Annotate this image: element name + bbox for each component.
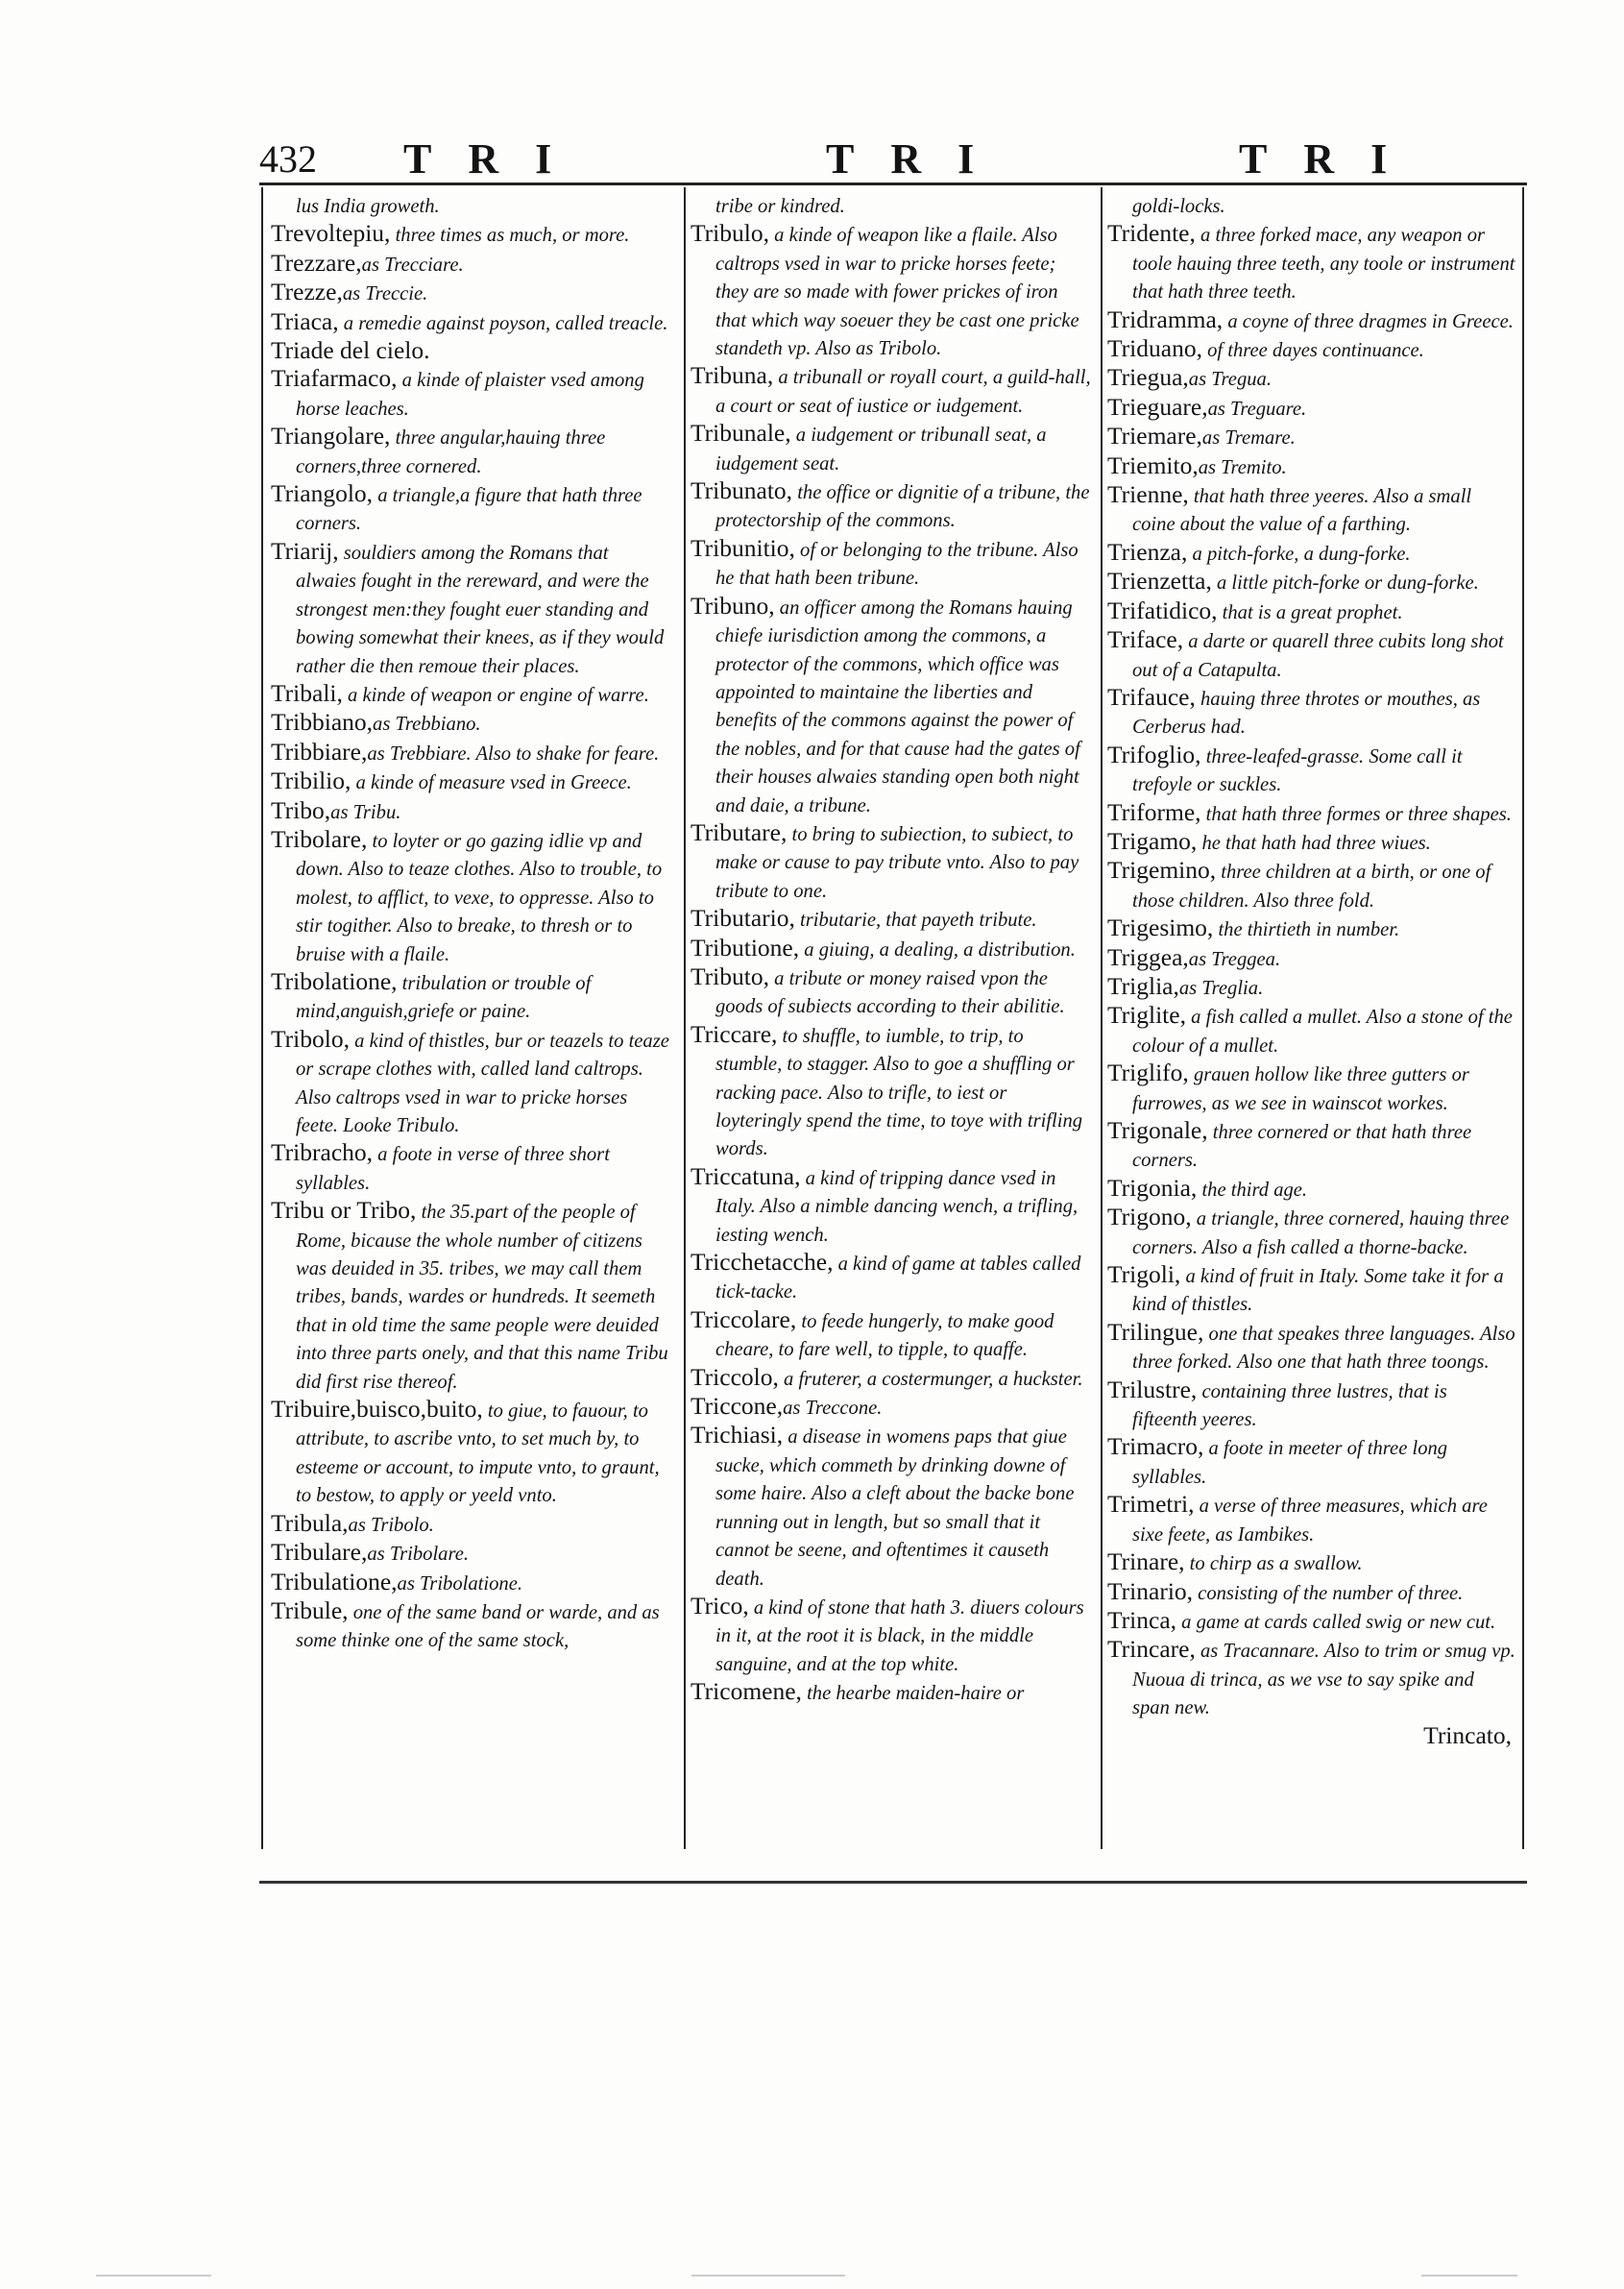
- dictionary-entry: [1107, 1117, 1515, 1175]
- entry-term: Tribolare,: [271, 824, 368, 853]
- dictionary-entry: [691, 420, 1092, 477]
- dictionary-entry: [1107, 914, 1515, 943]
- entry-definition: a fruterer, a costermunger, a huckster.: [778, 1368, 1083, 1390]
- entry-definition: as Treglia.: [1178, 977, 1264, 999]
- dictionary-entry: [1107, 973, 1515, 1002]
- entry-term: Trilingue,: [1107, 1317, 1204, 1346]
- entry-term: Triccolare,: [691, 1304, 797, 1333]
- dictionary-entry: [1107, 742, 1515, 799]
- dictionary-entry: [691, 1249, 1092, 1306]
- entry-term: Trienza,: [1107, 537, 1188, 566]
- entry-term: Triade del cielo.: [271, 336, 430, 365]
- dictionary-entry: [1107, 1319, 1515, 1376]
- dictionary-entry: [1107, 539, 1515, 568]
- entry-definition: as Trecciare.: [361, 254, 464, 276]
- entry-term: Tricomene,: [691, 1677, 802, 1706]
- entry-definition: as Tribolo.: [348, 1514, 434, 1536]
- entry-definition: one that speakes three languages. Also three forked. Also one that hath three toongs.: [1132, 1323, 1515, 1374]
- entry-term: Triggea,: [1107, 942, 1189, 971]
- entry-term: Triarij,: [271, 536, 339, 565]
- entry-term: Tricchetacche,: [691, 1248, 834, 1277]
- entry-term: Tribunale,: [691, 419, 791, 448]
- entry-term: Trinare,: [1107, 1547, 1185, 1576]
- entry-term: Tridente,: [1107, 219, 1196, 248]
- entry-term: Trieguare,: [1107, 392, 1208, 421]
- entry-definition: a kind of stone that hath 3. diuers colours in it, at the root it is black, in the middle sanguine, and at the top white.: [715, 1596, 1084, 1675]
- footer-rule: [259, 1881, 1527, 1884]
- entry-term: Tribula,: [271, 1508, 349, 1537]
- entry-definition: as Treguare.: [1207, 398, 1307, 420]
- dictionary-entry: [691, 1393, 1092, 1422]
- entry-definition: a fish called a mullet. Also a stone of the colour of a mullet.: [1132, 1007, 1513, 1057]
- entry-term: Trienne,: [1107, 480, 1189, 509]
- entry-term: Trigonia,: [1107, 1173, 1198, 1202]
- entry-definition: a triangle,a figure that hath three corners.: [296, 485, 642, 535]
- entry-definition: three-leafed-grasse. Some call it trefoyle or suckles.: [1132, 745, 1463, 796]
- entry-definition: a game at cards called swig or new cut.: [1176, 1611, 1496, 1633]
- dictionary-entry: [691, 1593, 1092, 1678]
- dictionary-entry: [1107, 394, 1515, 423]
- dictionary-entry: [691, 477, 1092, 535]
- dictionary-entry: [271, 250, 672, 279]
- entry-term: Trigoli,: [1107, 1260, 1181, 1289]
- entry-term: Tribunato,: [691, 476, 793, 505]
- entry-definition: three angular,hauing three corners,three cornered.: [296, 427, 606, 477]
- dictionary-entry: [1107, 452, 1515, 481]
- dictionary-entry: [271, 308, 672, 337]
- dictionary-entry: [1107, 192, 1515, 220]
- entry-definition: as Tracannare. Also to trim or smug vp. Nuoua di trinca, as we vse to say spike and span new.: [1132, 1641, 1515, 1719]
- headword-center: TRI: [826, 135, 1011, 183]
- entry-definition: a coyne of three dragmes in Greece.: [1223, 310, 1514, 332]
- entry-definition: the thirtieth in number.: [1213, 919, 1400, 941]
- column-rule: [1522, 187, 1524, 1849]
- column-rule: [261, 187, 263, 1849]
- dictionary-entry: [271, 767, 672, 796]
- page-number: 432: [259, 137, 317, 181]
- entry-term: Trigemino,: [1107, 856, 1217, 885]
- entry-term: Triegua,: [1107, 363, 1189, 392]
- entry-definition: a tribunall or royall court, a guild-hall, a court or seat of iustice or iudgement.: [715, 367, 1091, 417]
- dictionary-entry: [691, 1021, 1092, 1163]
- entry-definition: a pitch-forke, a dung-forke.: [1187, 543, 1411, 565]
- entry-term: Triccatuna,: [691, 1161, 801, 1190]
- dictionary-entry: [691, 935, 1092, 963]
- entry-term: Triccolo,: [691, 1362, 779, 1391]
- entry-term: Triface,: [1107, 625, 1184, 654]
- entry-term: Tributione,: [691, 933, 800, 962]
- entry-definition: as Trebbiare. Also to shake for feare.: [367, 743, 660, 765]
- entry-definition: that hath three formes or three shapes.: [1200, 803, 1512, 825]
- dictionary-entry: [691, 905, 1092, 934]
- dictionary-entry: [691, 535, 1092, 593]
- scan-artifact: [96, 2275, 211, 2277]
- entry-term: Triglia,: [1107, 971, 1179, 1000]
- dictionary-entry: [691, 963, 1092, 1021]
- headword-right: TRI: [1239, 135, 1424, 183]
- entry-term: Triglite,: [1107, 1001, 1186, 1030]
- entry-term: Triccare,: [691, 1019, 778, 1048]
- entry-definition: as Tribu.: [330, 801, 401, 823]
- dictionary-entry: [691, 362, 1092, 420]
- dictionary-entry: [271, 480, 672, 538]
- dictionary-entry: [271, 538, 672, 680]
- dictionary-entry: [271, 709, 672, 738]
- entry-definition: three children at a birth, or one of those children. Also three fold.: [1132, 862, 1491, 912]
- entry-definition: to chirp as a swallow.: [1184, 1553, 1363, 1575]
- entry-term: Trigamo,: [1107, 826, 1198, 855]
- dictionary-entry: [691, 192, 1092, 220]
- dictionary-entry: [271, 423, 672, 480]
- entry-term: Tribulatione,: [271, 1567, 398, 1595]
- entry-definition: a kinde of plaister vsed among horse leaches.: [296, 370, 644, 420]
- entry-term: Tribuno,: [691, 591, 775, 620]
- entry-definition: a disease in womens paps that giue sucke, which commeth by drinking downe of some haire. Also a cleft about the backe bone running out in length, but so small that it cannot be seene, and oftentimes it causeth death.: [715, 1426, 1075, 1590]
- dictionary-entry: [691, 593, 1092, 819]
- entry-term: Trezze,: [271, 278, 343, 306]
- entry-term: Tributario,: [691, 904, 795, 933]
- entry-term: Tribilio,: [271, 767, 351, 795]
- dictionary-entry: [271, 1026, 672, 1140]
- entry-term: Tribulare,: [271, 1538, 368, 1567]
- entry-definition: the third age.: [1197, 1179, 1308, 1201]
- entry-definition: tribulation or trouble of mind,anguish,griefe or paine.: [296, 972, 592, 1023]
- dictionary-entry: [271, 1597, 672, 1655]
- dictionary-entry: [271, 1539, 672, 1568]
- entry-definition: the office or dignitie of a tribune, the protectorship of the commons.: [715, 482, 1090, 532]
- entry-term: Triduano,: [1107, 334, 1202, 363]
- dictionary-entry: [1107, 1607, 1515, 1636]
- dictionary-entry: [271, 279, 672, 307]
- column-left: [271, 192, 672, 1883]
- entry-definition: a kinde of weapon like a flaile. Also caltrops vsed in war to pricke horses feete; they are so made with fower prickes of iron that which way soeuer they be cast one pricke standeth vp. Also as Tribolo.: [715, 225, 1079, 360]
- entry-term: Trifatidico,: [1107, 596, 1218, 624]
- entry-term: Trimacro,: [1107, 1432, 1204, 1461]
- dictionary-entry: [691, 1306, 1092, 1364]
- entry-definition: to giue, to fauour, to attribute, to ascribe vnto, to set much by, to esteeme or account, to impute vnto, to graunt, to bestow, to apply or yeeld vnto.: [296, 1400, 660, 1507]
- entry-definition: as Treccie.: [342, 283, 428, 305]
- entry-definition: goldi-locks.: [1132, 196, 1225, 217]
- entry-term: Trezzare,: [271, 248, 362, 277]
- catchword-text: Trincato,: [1423, 1720, 1512, 1749]
- dictionary-entry: [1107, 1491, 1515, 1548]
- dictionary-entry: [691, 1364, 1092, 1393]
- dictionary-entry: [1107, 1175, 1515, 1204]
- entry-definition: three times as much, or more.: [390, 225, 630, 247]
- entry-term: Tribbiare,: [271, 737, 368, 766]
- entry-definition: that is a great prophet.: [1217, 601, 1403, 623]
- entry-definition: a kind of thistles, bur or teazels to teaze or scrape clothes with, called land caltrops. Also caltrops vsed in war to pricke horses feete. Looke Tribulo.: [296, 1030, 669, 1136]
- entry-term: Trinario,: [1107, 1576, 1194, 1605]
- dictionary-entry: [271, 797, 672, 826]
- entry-definition: to loyter or go gazing idlie vp and down. Also to teaze clothes. Also to trouble, to molest, to afflict, to vexe, to oppresse. Also to stir togither. Also to breake, to thresh or to bruise with a flaile.: [296, 830, 663, 965]
- dictionary-entry: [1107, 944, 1515, 973]
- entry-definition: a kind of game at tables called tick-tacke.: [715, 1254, 1081, 1303]
- entry-term: Triangolo,: [271, 479, 374, 508]
- dictionary-entry: [1107, 1204, 1515, 1261]
- dictionary-entry: [691, 819, 1092, 905]
- column-right: [1107, 192, 1515, 1883]
- entry-definition: three cornered or that hath three corners.: [1132, 1122, 1472, 1172]
- entry-definition: as Treccone.: [783, 1398, 883, 1420]
- entry-term: Tribo,: [271, 795, 331, 824]
- entry-definition: hauing three throtes or mouthes, as Cerberus had.: [1132, 688, 1481, 739]
- entry-definition: to feede hungerly, to make good cheare, to fare well, to tipple, to quaffe.: [715, 1310, 1054, 1361]
- entry-term: Triemare,: [1107, 422, 1202, 450]
- entry-definition: lus India groweth.: [296, 196, 440, 217]
- header-rule: [259, 183, 1527, 185]
- entry-definition: the hearbe maiden-haire or: [801, 1683, 1025, 1705]
- entry-term: Tridramma,: [1107, 304, 1224, 333]
- dictionary-entry: [271, 968, 672, 1026]
- entry-definition: a remedie against poyson, called treacle.: [338, 312, 668, 334]
- entry-term: Triaca,: [271, 306, 339, 335]
- entry-term: Trinca,: [1107, 1605, 1177, 1634]
- entry-definition: as Tremare.: [1201, 427, 1296, 450]
- entry-definition: he that hath had three wiues.: [1197, 832, 1431, 854]
- entry-term: Trigesimo,: [1107, 913, 1214, 942]
- dictionary-entry: [1107, 306, 1515, 335]
- dictionary-entry: [1107, 220, 1515, 305]
- entry-term: Tribbiano,: [271, 708, 374, 737]
- column-rule: [684, 187, 686, 1849]
- entry-definition: a kind of tripping dance vsed in Italy. Also a nimble dancing wench, a trifling, iesting wench.: [715, 1167, 1079, 1246]
- dictionary-entry: [1107, 1636, 1515, 1721]
- entry-term: Tribracho,: [271, 1138, 374, 1167]
- scan-artifact: [1421, 2275, 1517, 2277]
- entry-term: Trichiasi,: [691, 1421, 784, 1449]
- entry-term: Triccone,: [691, 1392, 784, 1421]
- entry-definition: of or belonging to the tribune. Also he that hath been tribune.: [715, 539, 1079, 590]
- dictionary-entry: [271, 1197, 672, 1396]
- entry-definition: containing three lustres, that is fifteenth yeeres.: [1132, 1380, 1447, 1431]
- dictionary-entry: [691, 1163, 1092, 1249]
- entry-term: Tribali,: [271, 678, 343, 707]
- entry-term: Trigonale,: [1107, 1116, 1208, 1144]
- entry-definition: tributarie, that payeth tribute.: [794, 910, 1037, 932]
- entry-definition: to shuffle, to iumble, to trip, to stumble, to stagger. Also to goe a shuffling or racking pace. Also to trifle, to iest or loyteringly spend the time, to toye with trifling words.: [715, 1025, 1083, 1160]
- entry-term: Trilustre,: [1107, 1375, 1198, 1403]
- dictionary-entry: [271, 337, 672, 365]
- dictionary-entry: [271, 1396, 672, 1510]
- running-header: [259, 134, 1527, 184]
- dictionary-entry: [1107, 1002, 1515, 1059]
- dictionary-entry: [271, 739, 672, 767]
- entry-term: Trevoltepiu,: [271, 219, 391, 248]
- dictionary-entry: [1107, 626, 1515, 684]
- dictionary-entry: [691, 1422, 1092, 1592]
- entry-term: Tribule,: [271, 1595, 349, 1624]
- entry-term: Triforme,: [1107, 797, 1201, 826]
- dictionary-entry: [271, 826, 672, 968]
- entry-term: Trienzetta,: [1107, 567, 1212, 596]
- entry-definition: a three forked mace, any weapon or toole hauing three teeth, any toole or instrument that hath three teeth.: [1132, 225, 1515, 304]
- catchword: [1107, 1722, 1515, 1750]
- dictionary-entry: [271, 365, 672, 423]
- entry-term: Tribolo,: [271, 1024, 350, 1053]
- dictionary-entry: [1107, 1548, 1515, 1577]
- entry-definition: an officer among the Romans hauing chiefe iurisdiction among the commons, a protector of the commons, which office was appointed to maintaine the liberties and benefits of the commons against the power of the nobles, and for that cause had the gates of their houses alwaies standing open both night and daie, a tribune.: [715, 597, 1080, 816]
- dictionary-entry: [271, 192, 672, 220]
- entry-definition: to bring to subiection, to subiect, to make or cause to pay tribute vnto. Also to pay tribute to one.: [715, 823, 1079, 902]
- entry-term: Tribunitio,: [691, 533, 795, 562]
- entry-definition: a foote in verse of three short syllables.: [296, 1144, 610, 1194]
- entry-definition: a darte or quarell three cubits long shot out of a Catapulta.: [1132, 631, 1504, 681]
- entry-term: Trifauce,: [1107, 682, 1196, 711]
- entry-term: Trimetri,: [1107, 1490, 1195, 1519]
- entry-definition: that hath three yeeres. Also a small coine about the value of a farthing.: [1132, 486, 1472, 536]
- entry-term: Tribulo,: [691, 219, 769, 248]
- entry-term: Tribu or Tribo,: [271, 1196, 417, 1225]
- dictionary-entry: [271, 1510, 672, 1539]
- dictionary-entry: [1107, 597, 1515, 626]
- headword-left: TRI: [403, 135, 589, 183]
- entry-definition: a giuing, a dealing, a distribution.: [799, 938, 1076, 961]
- entry-term: Tribolatione,: [271, 966, 398, 995]
- entry-term: Trifoglio,: [1107, 740, 1201, 768]
- dictionary-entry: [1107, 335, 1515, 364]
- column-rule: [1101, 187, 1103, 1849]
- entry-term: Triafarmaco,: [271, 364, 398, 393]
- dictionary-entry: [1107, 857, 1515, 914]
- entry-definition: the 35.part of the people of Rome, bicause the whole number of citizens was deuided in 35. tribes, we may call them tribes, bands, wardes or hundreds. It seemeth that in old time the same people were deuided into three parts onely, and that this name Tribu did first rise thereof.: [296, 1202, 668, 1393]
- entry-definition: a tribute or money raised vpon the goods of subiects according to their abilitie.: [715, 967, 1065, 1018]
- entry-definition: as Tribolatione.: [397, 1572, 522, 1595]
- entry-term: Triemito,: [1107, 450, 1199, 479]
- entry-term: Trico,: [691, 1591, 749, 1619]
- entry-term: Triangolare,: [271, 422, 391, 450]
- dictionary-entry: [691, 1678, 1092, 1707]
- scan-artifact: [691, 2275, 845, 2277]
- entry-definition: a iudgement or tribunall seat, a iudgement seat.: [715, 425, 1047, 475]
- entry-definition: of three dayes continuance.: [1201, 340, 1424, 362]
- entry-definition: souldiers among the Romans that alwaies fought in the rereward, and were the strongest men:they fought euer standing and bowing somewhat their knees, as if they would rather die then remoue their places.: [296, 542, 665, 677]
- entry-definition: as Tremito.: [1198, 456, 1287, 478]
- entry-definition: a kind of fruit in Italy. Some take it for a kind of thistles.: [1132, 1266, 1504, 1316]
- dictionary-entry: [1107, 684, 1515, 742]
- entry-term: Trincare,: [1107, 1635, 1196, 1664]
- column-middle: [691, 192, 1092, 1883]
- dictionary-entry: [271, 680, 672, 709]
- entry-definition: as Treggea.: [1188, 948, 1281, 970]
- entry-definition: as Trebbiano.: [373, 714, 481, 736]
- dictionary-entry: [691, 220, 1092, 362]
- dictionary-entry: [271, 1139, 672, 1197]
- entry-definition: grauen hollow like three gutters or furrowes, as we see in wainscot workes.: [1132, 1064, 1469, 1114]
- entry-definition: a verse of three measures, which are sixe feete, as Iambikes.: [1132, 1496, 1488, 1546]
- entry-term: Triglifo,: [1107, 1059, 1189, 1087]
- dictionary-entry: [1107, 1059, 1515, 1117]
- dictionary-entry: [1107, 481, 1515, 539]
- dictionary-entry: [1107, 1261, 1515, 1319]
- entry-definition: tribe or kindred.: [715, 196, 845, 217]
- entry-definition: a foote in meeter of three long syllables.: [1132, 1438, 1448, 1488]
- entry-term: Trigono,: [1107, 1203, 1192, 1231]
- dictionary-entry: [1107, 1578, 1515, 1607]
- entry-term: Tribuna,: [691, 361, 774, 390]
- entry-definition: one of the same band or warde, and as some thinke one of the same stock,: [296, 1601, 660, 1652]
- entry-definition: as Tribolare.: [367, 1544, 470, 1566]
- entry-term: Tributare,: [691, 817, 788, 846]
- dictionary-entry: [1107, 799, 1515, 828]
- dictionary-entry: [1107, 1376, 1515, 1434]
- entry-term: Tribuire,buisco,buito,: [271, 1395, 483, 1424]
- entry-definition: as Tregua.: [1188, 369, 1272, 391]
- entry-term: Tributo,: [691, 962, 769, 990]
- dictionary-entry: [271, 1569, 672, 1597]
- entry-definition: a triangle, three cornered, hauing three corners. Also a fish called a thorne-backe.: [1132, 1208, 1510, 1258]
- dictionary-entry: [1107, 828, 1515, 857]
- entry-definition: consisting of the number of three.: [1193, 1582, 1464, 1604]
- dictionary-entry: [1107, 364, 1515, 393]
- dictionary-entry: [1107, 1433, 1515, 1491]
- dictionary-entry: [1107, 423, 1515, 451]
- entry-definition: a kinde of weapon or engine of warre.: [342, 684, 649, 706]
- entry-definition: a little pitch-forke or dung-forke.: [1211, 572, 1479, 595]
- entry-definition: a kinde of measure vsed in Greece.: [351, 772, 632, 794]
- dictionary-entry: [1107, 568, 1515, 597]
- dictionary-entry: [271, 220, 672, 249]
